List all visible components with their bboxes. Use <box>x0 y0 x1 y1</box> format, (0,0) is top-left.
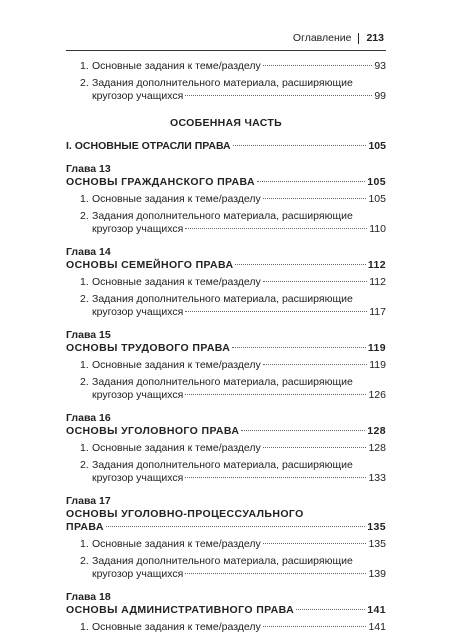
chapter-title-row[interactable] <box>66 342 386 355</box>
dot-leader <box>263 281 367 282</box>
dot-leader <box>257 181 365 182</box>
dot-leader <box>263 364 367 365</box>
dot-leader <box>235 264 365 265</box>
chapter-title: ОСНОВЫ АДМИНИСТРАТИВНОГО ПРАВА <box>66 604 295 616</box>
toc-item-text: Основные задания к теме/разделу <box>92 538 261 550</box>
toc-item-text-cont: кругозор учащихся <box>92 568 184 580</box>
toc-item-page: 128 <box>368 442 386 454</box>
toc-item-text: Основные задания к теме/разделу <box>92 621 261 633</box>
toc-item-text: Основные задания к теме/разделу <box>92 276 261 288</box>
toc-item-number: 1. <box>80 60 89 72</box>
chapter-13 <box>66 163 386 236</box>
chapter-page: 135 <box>367 521 386 533</box>
chapter-label: Глава 18 <box>66 591 111 603</box>
toc-item-number: 1. <box>80 193 89 205</box>
toc-item-text: Основные задания к теме/разделу <box>92 442 261 454</box>
toc-item-number: 2. <box>80 293 89 305</box>
toc-item-number: 1. <box>80 621 89 633</box>
toc-part[interactable] <box>66 140 386 153</box>
toc-item[interactable] <box>80 210 386 236</box>
toc-item-text: Задания дополнительного материала, расширяющие <box>92 555 353 567</box>
toc-item-text: Задания дополнительного материала, расширяющие <box>92 210 353 222</box>
toc-part-page: 105 <box>368 140 386 152</box>
chapter-label: Глава 15 <box>66 329 111 341</box>
toc-item-page: 119 <box>369 359 386 371</box>
chapter-title: ОСНОВЫ УГОЛОВНОГО ПРАВА <box>66 425 240 437</box>
dot-leader <box>263 447 367 448</box>
toc-part-title: I. ОСНОВНЫЕ ОТРАСЛИ ПРАВА <box>66 140 231 152</box>
dot-leader <box>263 626 367 627</box>
dot-leader <box>185 95 372 96</box>
section-title: ОСОБЕННАЯ ЧАСТЬ <box>170 117 282 129</box>
toc-item-text: Задания дополнительного материала, расширяющие <box>92 376 353 388</box>
toc-item-text: Основные задания к теме/разделу <box>92 359 261 371</box>
chapter-14 <box>66 246 386 319</box>
header-section-title: Оглавление <box>292 32 352 44</box>
toc-item-text: Основные задания к теме/разделу <box>92 60 261 72</box>
chapter-title: ОСНОВЫ ТРУДОВОГО ПРАВА <box>66 342 231 354</box>
chapter-label: Глава 16 <box>66 412 111 424</box>
dot-leader <box>232 347 366 348</box>
toc-item-number: 2. <box>80 376 89 388</box>
toc-item-text-cont: кругозор учащихся <box>92 223 184 235</box>
toc-item-text-cont: кругозор учащихся <box>92 90 184 102</box>
table-of-contents <box>66 60 386 634</box>
toc-item[interactable] <box>80 459 386 485</box>
toc-item-page: 112 <box>369 276 386 288</box>
chapter-label: Глава 17 <box>66 495 111 507</box>
toc-item[interactable] <box>80 293 386 319</box>
dot-leader <box>263 198 367 199</box>
toc-item-page: 105 <box>368 193 386 205</box>
toc-item-page: 99 <box>374 90 386 102</box>
chapter-page: 112 <box>367 259 386 271</box>
toc-item-number: 1. <box>80 276 89 288</box>
toc-item[interactable] <box>80 621 386 634</box>
chapter-15 <box>66 329 386 402</box>
toc-item[interactable] <box>80 276 386 289</box>
toc-item-text: Задания дополнительного материала, расширяющие <box>92 459 353 471</box>
toc-item[interactable] <box>80 77 386 103</box>
toc-item-number: 1. <box>80 359 89 371</box>
toc-item-page: 133 <box>368 472 386 484</box>
header-page-number: 213 <box>366 32 384 44</box>
toc-item-number: 1. <box>80 442 89 454</box>
toc-item-page: 139 <box>368 568 386 580</box>
toc-item-page: 110 <box>369 223 386 235</box>
running-header <box>293 32 384 44</box>
dot-leader <box>263 543 367 544</box>
toc-item-number: 2. <box>80 459 89 471</box>
toc-item[interactable] <box>80 555 386 581</box>
chapter-title-cont: ПРАВА <box>66 521 104 533</box>
toc-item-text: Задания дополнительного материала, расширяющие <box>92 293 353 305</box>
toc-item-page: 135 <box>368 538 386 550</box>
header-divider <box>358 33 359 44</box>
chapter-17 <box>66 495 386 581</box>
dot-leader <box>106 526 365 527</box>
dot-leader <box>185 228 367 229</box>
toc-item-text: Задания дополнительного материала, расширяющие <box>92 77 353 89</box>
chapter-title-row[interactable] <box>66 259 386 272</box>
toc-item-text: Основные задания к теме/разделу <box>92 193 261 205</box>
dot-leader <box>185 477 366 478</box>
chapter-label: Глава 13 <box>66 163 111 175</box>
dot-leader <box>296 609 365 610</box>
chapter-16 <box>66 412 386 485</box>
toc-item-page: 141 <box>368 621 386 633</box>
toc-item[interactable] <box>80 442 386 455</box>
chapter-18 <box>66 591 386 634</box>
chapter-page: 105 <box>367 176 386 188</box>
dot-leader <box>241 430 365 431</box>
chapter-title: ОСНОВЫ СЕМЕЙНОГО ПРАВА <box>66 259 234 271</box>
toc-item-text-cont: кругозор учащихся <box>92 306 184 318</box>
dot-leader <box>233 145 367 146</box>
chapter-title-row[interactable] <box>66 176 386 189</box>
chapter-title-row[interactable] <box>66 604 386 617</box>
toc-item-number: 2. <box>80 210 89 222</box>
toc-item-page: 117 <box>369 306 386 318</box>
toc-item-text-cont: кругозор учащихся <box>92 389 184 401</box>
toc-item-page: 93 <box>374 60 386 72</box>
toc-item-number: 1. <box>80 538 89 550</box>
toc-item-number: 2. <box>80 555 89 567</box>
toc-item-number: 2. <box>80 77 89 89</box>
chapter-page: 128 <box>367 425 386 437</box>
toc-item[interactable] <box>80 538 386 551</box>
chapter-title: ОСНОВЫ ГРАЖДАНСКОГО ПРАВА <box>66 176 255 188</box>
toc-item-page: 126 <box>368 389 386 401</box>
chapter-title-row[interactable] <box>66 521 386 534</box>
chapter-label: Глава 14 <box>66 246 111 258</box>
toc-item[interactable] <box>80 376 386 402</box>
toc-item[interactable] <box>80 359 386 372</box>
dot-leader <box>263 65 373 66</box>
dot-leader <box>185 394 366 395</box>
chapter-title: ОСНОВЫ УГОЛОВНО-ПРОЦЕССУАЛЬНОГО <box>66 508 304 520</box>
dot-leader <box>185 311 367 312</box>
chapter-page: 119 <box>367 342 386 354</box>
header-rule <box>66 50 386 51</box>
chapter-title-row[interactable] <box>66 425 386 438</box>
dot-leader <box>185 573 366 574</box>
toc-item[interactable] <box>80 60 386 73</box>
toc-item[interactable] <box>80 193 386 206</box>
chapter-page: 141 <box>367 604 386 616</box>
toc-item-text-cont: кругозор учащихся <box>92 472 184 484</box>
